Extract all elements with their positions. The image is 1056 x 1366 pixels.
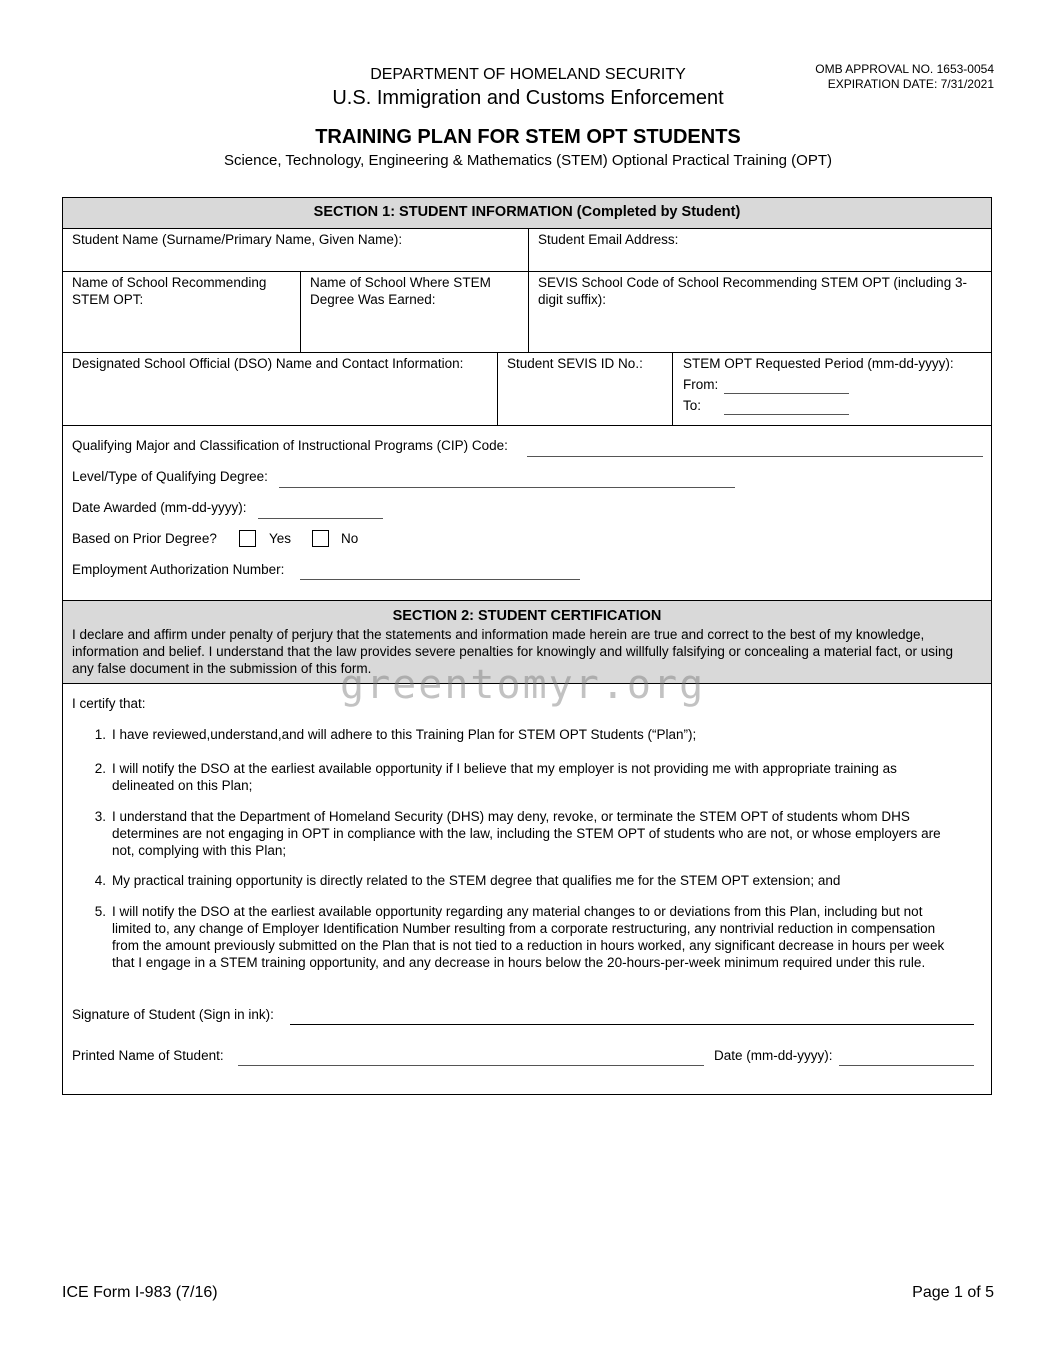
omb-approval: OMB APPROVAL NO. 1653-0054 [815,62,994,76]
ead-label: Employment Authorization Number: [72,562,285,577]
no-label: No [341,531,359,546]
date-awarded-field[interactable] [258,518,383,519]
ead-field[interactable] [300,579,580,580]
dso-label: Designated School Official (DSO) Name and Contact Information: [72,356,464,371]
divider [672,352,673,425]
divider [497,352,498,425]
watermark: greentomyr.org [340,662,706,708]
item-number: 4. [94,873,106,888]
section2-title: SECTION 2: STUDENT CERTIFICATION [392,608,662,624]
page-number: Page 1 of 5 [912,1284,994,1301]
expiration-date: EXPIRATION DATE: 7/31/2021 [827,77,994,91]
to-label: To: [683,398,702,413]
divider [63,228,991,229]
sevis-id-label: Student SEVIS ID No.: [507,356,643,371]
section1-title: SECTION 1: STUDENT INFORMATION (Completed by Student) [313,204,741,220]
cip-label: Qualifying Major and Classification of Instructional Programs (CIP) Code: [72,438,508,453]
item-text: I have reviewed,understand,and will adhere to this Training Plan for STEM OPT Students (“Plan”); [112,727,697,742]
prior-degree-label: Based on Prior Degree? [72,531,217,546]
school-recommending-label: Name of School Recommending STEM OPT: [72,275,267,307]
divider [528,271,529,352]
from-date-field[interactable] [724,393,849,394]
printed-name-field[interactable] [238,1065,704,1066]
item-number: 1. [94,727,106,742]
student-email-label: Student Email Address: [538,232,679,247]
item-number: 2. [94,761,106,776]
item-text: I will notify the DSO at the earliest available opportunity regarding any material changes to or deviations from this Plan, including but not limited to, any change of Employer Identification Number resulting from a corporate restructuring, any nontrivial reduction in compensation from the amount previously submitted on the Plan that is not tied to a reduction in hours worked, any significant decrease in hours per week that I engage in a STEM training opportunity, and any decrease in hours below the 20-hours-per-week minimum required under this rule. [112,904,945,970]
item-text: I understand that the Department of Homeland Security (DHS) may deny, revoke, or terminate the STEM OPT of students whom DHS determines are not engaging in OPT in compliance with the law, including the STEM OPT of students who are not, or whose employers are not, complying with this Plan; [112,809,941,858]
divider [528,228,529,272]
form-container [62,197,992,1095]
divider [300,271,301,352]
signature-label: Signature of Student (Sign in ink): [72,1007,274,1022]
cip-field[interactable] [527,456,983,457]
prior-degree-yes-checkbox[interactable] [239,530,256,547]
item-text: My practical training opportunity is directly related to the STEM degree that qualifies me for the STEM OPT extension; and [112,873,841,888]
omb-info [815,62,994,92]
date-field[interactable] [839,1065,974,1066]
to-date-field[interactable] [724,414,849,415]
divider [63,425,991,426]
agency-name: U.S. Immigration and Customs Enforcement [332,87,724,109]
certify-intro: I certify that: [72,696,146,711]
signature-field[interactable] [290,1024,974,1025]
form-subtitle: Science, Technology, Engineering & Mathematics (STEM) Optional Practical Training (OPT) [223,152,833,169]
form-title: TRAINING PLAN FOR STEM OPT STUDENTS [315,126,741,148]
printed-name-label: Printed Name of Student: [72,1048,224,1063]
degree-type-field[interactable] [279,487,735,488]
form-id: ICE Form I-983 (7/16) [62,1284,218,1301]
department-name: DEPARTMENT OF HOMELAND SECURITY [370,66,686,83]
school-degree-label: Name of School Where STEM Degree Was Earned: [310,275,491,307]
divider [63,352,991,353]
divider [63,271,991,272]
item-number: 3. [94,809,106,824]
item-number: 5. [94,904,106,919]
item-text: I will notify the DSO at the earliest available opportunity if I believe that my employer is not providing me with appropriate training as delineated on this Plan; [112,761,897,793]
prior-degree-no-checkbox[interactable] [312,530,329,547]
student-name-label: Student Name (Surname/Primary Name, Given Name): [72,232,403,247]
sevis-school-code-label: SEVIS School Code of School Recommending STEM OPT (including 3- digit suffix): [538,275,967,307]
degree-type-label: Level/Type of Qualifying Degree: [72,469,268,484]
opt-period-label: STEM OPT Requested Period (mm-dd-yyyy): [683,356,954,371]
yes-label: Yes [269,531,292,546]
date-label: Date (mm-dd-yyyy): [714,1048,833,1063]
from-label: From: [683,377,719,392]
declaration-text: I declare and affirm under penalty of perjury that the statements and information made herein are true and correct to the best of my knowledge, information and belief. I understand that the law provides severe penalties for knowingly and willfully falsifying or concealing a material fact, or using any false document in the submission of this form. [72,627,953,676]
date-awarded-label: Date Awarded (mm-dd-yyyy): [72,500,247,515]
